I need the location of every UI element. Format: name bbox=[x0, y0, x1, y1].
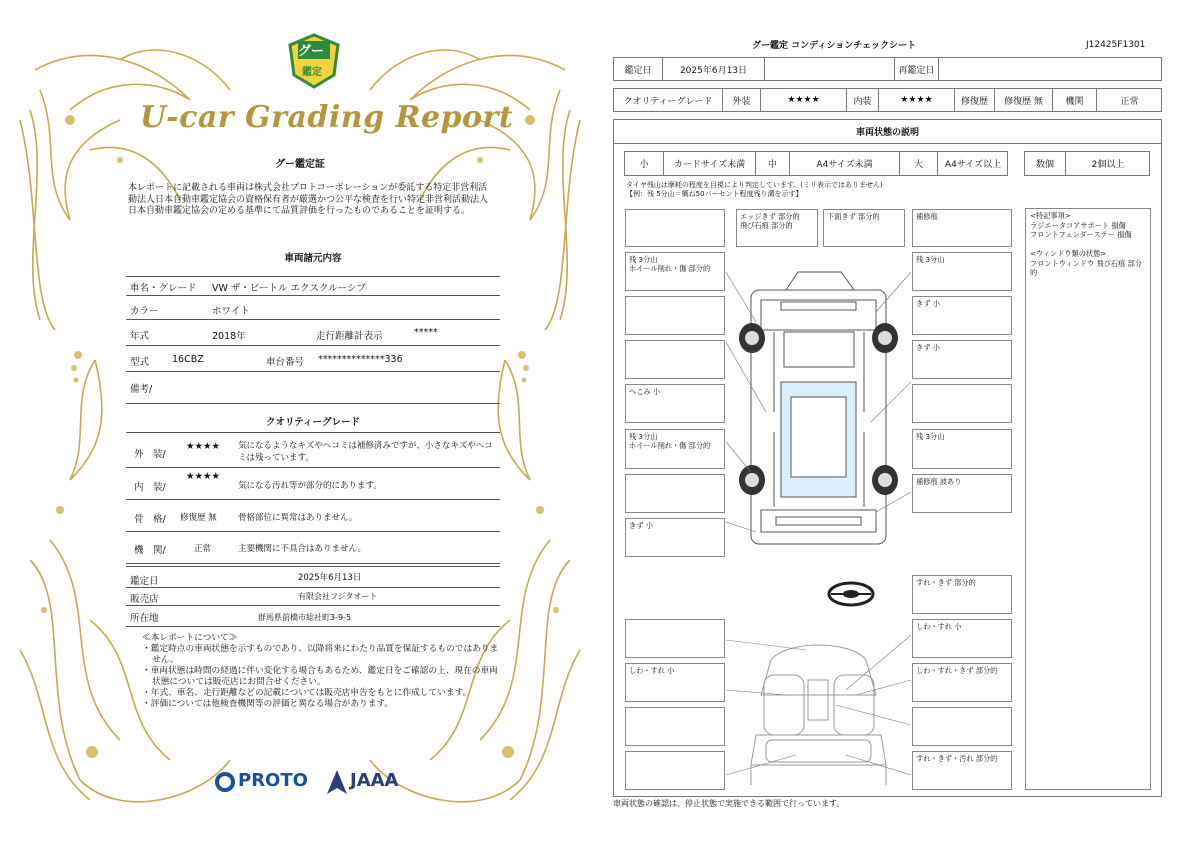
ext-stars: ★★★★ bbox=[760, 89, 846, 111]
engine-value: 正常 bbox=[1096, 89, 1162, 111]
row-engine bbox=[126, 534, 500, 564]
repair-value: 修復歴 無 bbox=[994, 89, 1052, 111]
interior-note-left-3 bbox=[625, 707, 725, 746]
int-label: 内装 bbox=[846, 89, 878, 111]
color-label: カラー bbox=[130, 306, 159, 317]
car-interior-diagram bbox=[726, 635, 911, 790]
row-year bbox=[126, 322, 500, 346]
interior-label: 内 装/ bbox=[134, 482, 166, 493]
note-box-right-1: 補修痕 bbox=[912, 209, 1012, 247]
proto-logo: PROTO bbox=[238, 770, 308, 791]
interior-note-left-1 bbox=[625, 619, 725, 658]
note-box-right-6: 残 3分山 bbox=[912, 429, 1012, 469]
row-frame bbox=[126, 502, 500, 532]
remarks-label: 備考/ bbox=[130, 384, 153, 395]
size-small-desc: カードサイズ未満 bbox=[663, 152, 755, 175]
interior-note-right-5: すれ・きず・汚れ 部分的 bbox=[912, 751, 1012, 790]
size-large-desc: A4サイズ以上 bbox=[937, 152, 1008, 175]
chassis-value: **************336 bbox=[318, 354, 403, 365]
proto-logo-mark bbox=[215, 772, 235, 792]
note-box-left-8: きず 小 bbox=[625, 518, 725, 557]
note-box-left-5: へこみ 小 bbox=[625, 384, 725, 423]
notes-heading: ≪本レポートについて≫ bbox=[142, 633, 238, 643]
engine-description: 主要機関に不具合はありません。 bbox=[238, 544, 367, 554]
chassis-label: 車台番号 bbox=[266, 357, 305, 368]
certificate-text: 本レポートに記載される車両は株式会社プロトコーポレーションが委託する特定非営利活動法人日本自動車鑑定協会の資格保有者が厳選かつ公平な検査を行い特定非営利活動法人日本自動車鑑定協会の定める基準にて品質評価を行ったものであることを証明する。 bbox=[128, 183, 489, 216]
note-box-top-2: 下面きず 部分的 bbox=[823, 209, 905, 247]
date-label: 鑑定日 bbox=[130, 576, 159, 587]
count-desc: 2個以上 bbox=[1065, 152, 1150, 175]
exterior-description: 気になるようなキズやヘコミは補修済みですが、小さなキズやヘコミは残っています。 bbox=[238, 441, 493, 463]
date-value: 2025年6月13日 bbox=[298, 573, 362, 583]
note-box-top-1: エッジきず 部分的 飛び石痕 部分的 bbox=[736, 209, 818, 247]
mileage-label: 走行距離計表示 bbox=[316, 331, 383, 342]
steering-wheel-icon bbox=[826, 580, 876, 608]
notes-item: ・車両状態は時間の経過に伴い変化する場合もあるため、鑑定日をご確認の上、現在の車両状態については販売店にお問合せください。 bbox=[142, 666, 498, 687]
frame-label: 骨 格/ bbox=[134, 514, 166, 525]
year-label: 年式 bbox=[130, 331, 150, 342]
quality-row bbox=[613, 88, 1162, 112]
int-stars: ★★★★ bbox=[878, 89, 954, 111]
model-value: 16CBZ bbox=[172, 354, 204, 365]
special-notes-box: <特記事項> ラジエータコアサポート 損傷 フロントフェンダーステー 損傷 <ウィンドウ類の状態> フロントウィンドウ 飛び石痕 部分的 bbox=[1025, 208, 1151, 790]
engine-value: 正常 bbox=[194, 544, 212, 554]
note-box-right-5 bbox=[912, 384, 1012, 423]
interior-description: 気になる汚れ等が部分的にあります。 bbox=[238, 481, 382, 491]
note-box-right-2: 残 3分山 bbox=[912, 252, 1012, 291]
jaaa-logo-mark bbox=[327, 770, 347, 794]
row-interior bbox=[126, 470, 500, 500]
address-label: 所在地 bbox=[130, 613, 159, 624]
repair-label: 修復歴 bbox=[954, 89, 994, 111]
frame-description: 骨格部位に異常はありません。 bbox=[238, 513, 358, 523]
row-remarks bbox=[126, 374, 500, 404]
interior-note-right-1: すれ・きず 部分的 bbox=[912, 575, 1012, 614]
notes-item: ・年式、車名、走行距離などの記載については販売店申告をもとに作成しています。 bbox=[142, 688, 472, 698]
logo-subtext: 鑑定 bbox=[302, 67, 322, 78]
reinspect-label: 再鑑定日 bbox=[894, 58, 938, 80]
tire-note: タイヤ残山は摩耗の程度を目視により判定しています。(ミリ表示ではありません) bbox=[626, 181, 883, 189]
note-box-right-4: きず 小 bbox=[912, 340, 1012, 379]
note-box-left-1 bbox=[625, 209, 725, 247]
note-box-left-6: 残 3分山 ホイール削れ・傷 部分的 bbox=[625, 429, 725, 469]
report-title: U-car Grading Report bbox=[140, 100, 514, 135]
date-blank bbox=[764, 58, 894, 80]
exterior-label: 外 装/ bbox=[134, 449, 166, 460]
address-value: 群馬県前橋市総社町3-9-5 bbox=[258, 613, 352, 622]
row-model bbox=[126, 348, 500, 372]
interior-note-right-4 bbox=[912, 707, 1012, 746]
tire-example: 【例：残 5分山＝概ね50パーセント程度残り溝を示す】 bbox=[626, 190, 803, 198]
year-value: 2018年 bbox=[212, 331, 246, 342]
spec-heading: 車両諸元内容 bbox=[284, 253, 342, 264]
note-box-left-4 bbox=[625, 340, 725, 379]
note-box-right-3: きず 小 bbox=[912, 296, 1012, 335]
certificate-title: グー鑑定証 bbox=[275, 159, 325, 170]
quality-heading: クオリティーグレード bbox=[265, 417, 361, 428]
interior-note-right-2: しわ・すれ 小 bbox=[912, 619, 1012, 658]
row-dealer bbox=[126, 588, 500, 606]
size-legend bbox=[624, 151, 1008, 176]
quality-label: クオリティーグレード bbox=[623, 96, 713, 107]
sheet-id: J12425F1301 bbox=[1086, 40, 1146, 50]
frame-value: 修復歴 無 bbox=[180, 513, 217, 523]
logo-text: グー bbox=[298, 44, 325, 59]
model-label: 型式 bbox=[130, 357, 150, 368]
size-mid-desc: A4サイズ未満 bbox=[789, 152, 899, 175]
count-label: 数個 bbox=[1035, 160, 1054, 170]
date-value: 2025年6月13日 bbox=[662, 58, 764, 80]
interior-stars: ★★★★ bbox=[186, 471, 221, 482]
notes-item: ・評価については他検査機関等の評価と異なる場合があります。 bbox=[142, 699, 394, 709]
interior-note-left-4 bbox=[625, 751, 725, 790]
name-value: VW ザ・ビートル エクスクルーシブ bbox=[212, 283, 366, 294]
notes-item: ・鑑定時点の車両状態を示すものであり、以降将来にわたり品質を保証するものではありません。 bbox=[142, 644, 499, 665]
date-label: 鑑定日 bbox=[624, 65, 652, 76]
row-name bbox=[126, 276, 500, 296]
size-large: 大 bbox=[899, 152, 937, 175]
count-legend bbox=[1024, 151, 1150, 176]
car-exterior-diagram bbox=[726, 262, 911, 552]
report-notes bbox=[140, 633, 500, 710]
ext-label: 外装 bbox=[722, 89, 760, 111]
name-label: 車名・グレード bbox=[130, 283, 197, 294]
engine-label: 機 関/ bbox=[134, 545, 166, 556]
dealer-value: 有限会社フジタオート bbox=[298, 592, 378, 601]
condition-heading: 車両状態の説明 bbox=[614, 120, 1161, 144]
row-address bbox=[126, 607, 500, 627]
dealer-label: 販売店 bbox=[130, 594, 159, 605]
row-date bbox=[126, 566, 500, 588]
note-box-left-2: 残 3分山 ホイール削れ・傷 部分的 bbox=[625, 252, 725, 291]
exterior-stars: ★★★★ bbox=[186, 441, 221, 452]
interior-note-right-3: しわ・すれ・きず 部分的 bbox=[912, 663, 1012, 702]
mileage-value: ***** bbox=[414, 327, 438, 338]
note-box-left-3 bbox=[625, 296, 725, 335]
jaaa-logo: JAAA bbox=[350, 770, 399, 791]
sheet-title: グー鑑定 コンディションチェックシート bbox=[752, 41, 916, 51]
interior-note-left-2: しわ・すれ 小 bbox=[625, 663, 725, 702]
date-row bbox=[613, 57, 1162, 81]
size-mid: 中 bbox=[755, 152, 789, 175]
row-color bbox=[126, 298, 500, 320]
sheet-footer: 車両状態の確認は、停止状態で実施できる範囲で行っています。 bbox=[613, 799, 845, 808]
note-box-right-7: 補修痕 波あり bbox=[912, 474, 1012, 513]
reinspect-value bbox=[938, 58, 1038, 80]
color-value: ホワイト bbox=[212, 306, 250, 317]
note-box-left-7 bbox=[625, 474, 725, 513]
engine-label: 機関 bbox=[1052, 89, 1096, 111]
size-small: 小 bbox=[639, 160, 649, 170]
